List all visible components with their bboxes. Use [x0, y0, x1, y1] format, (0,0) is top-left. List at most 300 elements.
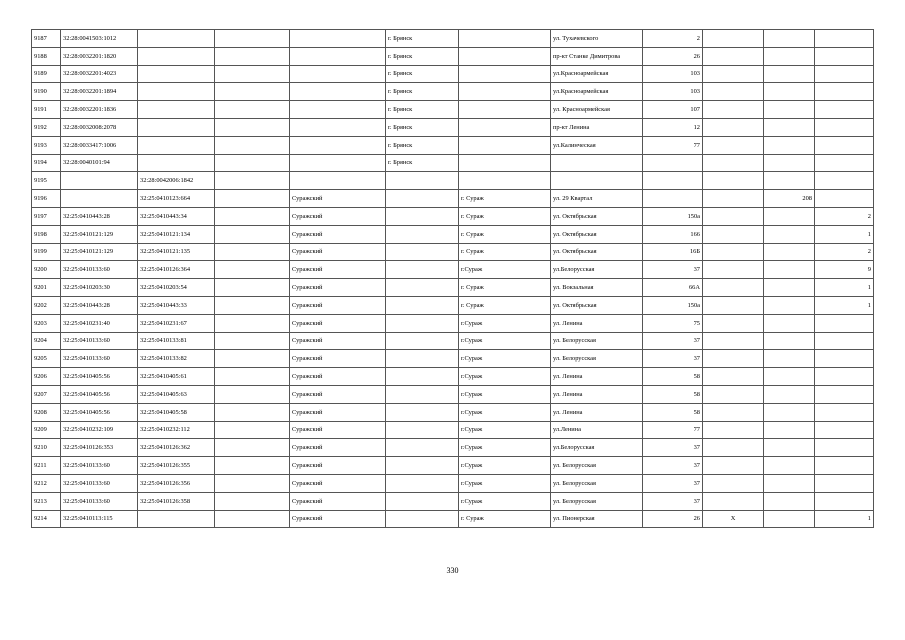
cell-value: [764, 439, 815, 457]
cell-city: [386, 314, 459, 332]
cell-cadastral-2: [138, 47, 215, 65]
cell-street: ул. Пионерская: [551, 510, 643, 528]
cell-value: [764, 225, 815, 243]
cell-value: [764, 510, 815, 528]
cell-house: 12: [643, 118, 703, 136]
cell-number: 9207: [32, 385, 61, 403]
cell-value: [764, 172, 815, 190]
cell-mark: [703, 118, 764, 136]
table-row: [32, 207, 874, 225]
cell-street: ул. Белорусская: [551, 350, 643, 368]
cell-empty: [215, 154, 290, 172]
cell-cadastral-1: 32:28:0032008:2078: [61, 118, 138, 136]
cell-district: [290, 118, 386, 136]
cell-house: [643, 190, 703, 208]
cell-city-2: г.Сураж: [459, 421, 551, 439]
cell-cadastral-2: 32:25:0410443:34: [138, 207, 215, 225]
cell-house: 75: [643, 314, 703, 332]
cell-city: г. Брянск: [386, 83, 459, 101]
cell-city: [386, 190, 459, 208]
cell-empty: [215, 83, 290, 101]
cell-cadastral-1: 32:28:0040101:94: [61, 154, 138, 172]
cell-city: [386, 332, 459, 350]
cell-cadastral-1: 32:25:0410405:56: [61, 403, 138, 421]
cell-street: ул. Белорусская: [551, 492, 643, 510]
cell-value: [764, 83, 815, 101]
cell-cadastral-2: 32:28:0042006:1842: [138, 172, 215, 190]
cell-cadastral-2: [138, 154, 215, 172]
cell-cadastral-1: 32:28:0032201:1820: [61, 47, 138, 65]
table-row: [32, 136, 874, 154]
cell-cadastral-2: [138, 101, 215, 119]
cell-empty: [215, 225, 290, 243]
cell-district: [290, 65, 386, 83]
cell-cadastral-1: 32:25:0410133:60: [61, 457, 138, 475]
cell-house: 103: [643, 65, 703, 83]
cell-district: [290, 172, 386, 190]
cell-cadastral-2: 32:25:0410203:54: [138, 279, 215, 297]
cell-number: 9202: [32, 296, 61, 314]
cell-value: 208: [764, 190, 815, 208]
cell-count: [815, 118, 874, 136]
cell-empty: [215, 279, 290, 297]
cell-city: г. Брянск: [386, 30, 459, 48]
cell-house: 77: [643, 421, 703, 439]
table-row: [32, 279, 874, 297]
cell-city: [386, 368, 459, 386]
cell-number: 9204: [32, 332, 61, 350]
cell-city-2: [459, 101, 551, 119]
cell-mark: [703, 421, 764, 439]
cell-empty: [215, 172, 290, 190]
cell-district: Суражский: [290, 225, 386, 243]
cell-mark: [703, 403, 764, 421]
cell-house: 37: [643, 474, 703, 492]
cell-value: [764, 101, 815, 119]
cell-count: [815, 492, 874, 510]
cell-value: [764, 385, 815, 403]
cell-mark: [703, 207, 764, 225]
table-row: [32, 47, 874, 65]
cell-count: 2: [815, 243, 874, 261]
cell-city-2: г.Сураж: [459, 492, 551, 510]
cell-number: 9196: [32, 190, 61, 208]
cell-street: [551, 154, 643, 172]
cell-count: 2: [815, 207, 874, 225]
cell-empty: [215, 474, 290, 492]
cell-city-2: г. Сураж: [459, 296, 551, 314]
table-row: [32, 385, 874, 403]
cell-cadastral-1: 32:25:0410203:30: [61, 279, 138, 297]
cell-district: Суражский: [290, 332, 386, 350]
cell-empty: [215, 261, 290, 279]
cell-house: 103: [643, 83, 703, 101]
cell-cadastral-1: 32:25:0410133:60: [61, 261, 138, 279]
cell-cadastral-1: 32:25:0410405:56: [61, 385, 138, 403]
cell-house: 37: [643, 261, 703, 279]
cell-street: ул. Ленина: [551, 403, 643, 421]
cell-count: [815, 47, 874, 65]
cell-district: [290, 101, 386, 119]
cell-house: 107: [643, 101, 703, 119]
cell-empty: [215, 101, 290, 119]
cell-empty: [215, 368, 290, 386]
cell-empty: [215, 207, 290, 225]
cell-count: [815, 30, 874, 48]
cell-value: [764, 118, 815, 136]
cell-cadastral-2: [138, 65, 215, 83]
cell-house: 37: [643, 439, 703, 457]
table-row: [32, 83, 874, 101]
cell-city: [386, 350, 459, 368]
cell-value: [764, 154, 815, 172]
cell-cadastral-1: 32:25:0410121:129: [61, 243, 138, 261]
page-number: 330: [446, 566, 459, 575]
cell-house: 150а: [643, 207, 703, 225]
cell-mark: [703, 279, 764, 297]
cell-city: [386, 207, 459, 225]
cell-mark: [703, 350, 764, 368]
cell-city-2: г.Сураж: [459, 332, 551, 350]
cell-cadastral-2: 32:25:0410133:82: [138, 350, 215, 368]
cell-street: ул. Октябрьская: [551, 225, 643, 243]
cell-street: ул. Октябрьская: [551, 243, 643, 261]
cell-cadastral-1: 32:25:0410443:28: [61, 207, 138, 225]
cell-city-2: [459, 154, 551, 172]
table-row: [32, 154, 874, 172]
cell-city: г. Брянск: [386, 65, 459, 83]
cell-street: ул.Ленина: [551, 421, 643, 439]
cell-number: 9190: [32, 83, 61, 101]
cell-cadastral-1: 32:25:0410126:353: [61, 439, 138, 457]
cell-city-2: г.Сураж: [459, 385, 551, 403]
cell-street: ул.Красноармейская: [551, 65, 643, 83]
cell-mark: [703, 154, 764, 172]
cell-city: [386, 172, 459, 190]
cell-cadastral-1: [61, 172, 138, 190]
cell-mark: [703, 65, 764, 83]
cell-cadastral-1: 32:25:0410113:115: [61, 510, 138, 528]
cell-mark: [703, 474, 764, 492]
cell-empty: [215, 403, 290, 421]
cell-empty: [215, 314, 290, 332]
cell-count: [815, 190, 874, 208]
table-row: [32, 296, 874, 314]
cell-count: 1: [815, 510, 874, 528]
cell-house: 66А: [643, 279, 703, 297]
cell-number: 9208: [32, 403, 61, 421]
cell-district: Суражский: [290, 492, 386, 510]
table-row: [32, 30, 874, 48]
cell-empty: [215, 65, 290, 83]
cell-value: [764, 207, 815, 225]
cell-city-2: г.Сураж: [459, 261, 551, 279]
cell-city: [386, 261, 459, 279]
cell-street: ул.Белорусская: [551, 261, 643, 279]
cell-count: [815, 350, 874, 368]
cell-count: [815, 314, 874, 332]
cell-street: ул. Белорусская: [551, 474, 643, 492]
cell-cadastral-1: 32:25:0410133:60: [61, 492, 138, 510]
cell-number: 9203: [32, 314, 61, 332]
cell-number: 9212: [32, 474, 61, 492]
cell-city: г. Брянск: [386, 136, 459, 154]
cell-count: [815, 439, 874, 457]
cell-city-2: г. Сураж: [459, 279, 551, 297]
cell-cadastral-1: 32:28:0032201:4023: [61, 65, 138, 83]
table-row: [32, 492, 874, 510]
cell-street: ул. Ленина: [551, 314, 643, 332]
cell-number: 9210: [32, 439, 61, 457]
cell-cadastral-2: 32:25:0410232:112: [138, 421, 215, 439]
cell-district: Суражский: [290, 368, 386, 386]
cell-number: 9214: [32, 510, 61, 528]
cell-district: [290, 47, 386, 65]
cell-count: [815, 457, 874, 475]
cell-street: пр-кт Ленина: [551, 118, 643, 136]
cell-street: ул. Октябрьская: [551, 207, 643, 225]
cell-mark: [703, 101, 764, 119]
cell-cadastral-2: 32:25:0410405:63: [138, 385, 215, 403]
cell-cadastral-1: 32:25:0410232:109: [61, 421, 138, 439]
cell-city: [386, 385, 459, 403]
cell-house: 37: [643, 350, 703, 368]
cell-mark: [703, 439, 764, 457]
cell-cadastral-2: [138, 136, 215, 154]
cell-city-2: г. Сураж: [459, 225, 551, 243]
table-row: [32, 350, 874, 368]
cell-city-2: г.Сураж: [459, 474, 551, 492]
cell-street: ул. Октябрьская: [551, 296, 643, 314]
cell-city: [386, 296, 459, 314]
table-row: [32, 439, 874, 457]
cell-empty: [215, 385, 290, 403]
cell-city: [386, 279, 459, 297]
cell-mark: [703, 457, 764, 475]
cell-number: 9189: [32, 65, 61, 83]
cell-street: ул. Тухачевского: [551, 30, 643, 48]
cell-empty: [215, 492, 290, 510]
cell-cadastral-2: 32:25:0410405:58: [138, 403, 215, 421]
cell-cadastral-1: 32:25:0410133:60: [61, 350, 138, 368]
cell-cadastral-1: 32:25:0410133:60: [61, 332, 138, 350]
cell-cadastral-2: 32:25:0410121:135: [138, 243, 215, 261]
table-body: [32, 30, 874, 528]
cell-city-2: г. Сураж: [459, 190, 551, 208]
table-row: [32, 118, 874, 136]
cell-city: [386, 492, 459, 510]
cell-district: Суражский: [290, 474, 386, 492]
cell-empty: [215, 296, 290, 314]
cell-house: 77: [643, 136, 703, 154]
cell-count: [815, 154, 874, 172]
cell-street: ул.Красноармейская: [551, 83, 643, 101]
cell-mark: [703, 190, 764, 208]
cell-number: 9187: [32, 30, 61, 48]
cell-city-2: г.Сураж: [459, 439, 551, 457]
cell-empty: [215, 457, 290, 475]
cell-house: 58: [643, 403, 703, 421]
cell-mark: [703, 332, 764, 350]
cell-mark: [703, 368, 764, 386]
table-row: [32, 261, 874, 279]
cell-number: 9211: [32, 457, 61, 475]
cell-city-2: [459, 47, 551, 65]
cell-count: [815, 368, 874, 386]
cell-empty: [215, 510, 290, 528]
cell-count: 9: [815, 261, 874, 279]
cell-district: Суражский: [290, 385, 386, 403]
cell-number: 9192: [32, 118, 61, 136]
cell-street: ул. Белорусская: [551, 457, 643, 475]
cell-number: 9199: [32, 243, 61, 261]
cell-city: г. Брянск: [386, 47, 459, 65]
cell-mark: [703, 30, 764, 48]
cell-value: [764, 368, 815, 386]
cell-house: 16Б: [643, 243, 703, 261]
cell-district: Суражский: [290, 403, 386, 421]
cell-count: [815, 474, 874, 492]
cell-cadastral-1: 32:25:0410231:40: [61, 314, 138, 332]
cell-district: [290, 154, 386, 172]
cell-city: [386, 421, 459, 439]
cell-house: [643, 154, 703, 172]
cell-mark: [703, 225, 764, 243]
cell-city-2: г.Сураж: [459, 314, 551, 332]
cell-value: [764, 47, 815, 65]
cell-district: Суражский: [290, 261, 386, 279]
cell-city: г. Брянск: [386, 101, 459, 119]
registry-table: [31, 29, 874, 528]
table-row: [32, 457, 874, 475]
cell-number: 9191: [32, 101, 61, 119]
cell-cadastral-2: [138, 30, 215, 48]
cell-number: 9200: [32, 261, 61, 279]
cell-value: [764, 30, 815, 48]
cell-city: [386, 510, 459, 528]
cell-empty: [215, 47, 290, 65]
cell-cadastral-2: 32:25:0410126:362: [138, 439, 215, 457]
cell-mark: [703, 243, 764, 261]
cell-mark: Х: [703, 510, 764, 528]
cell-number: 9188: [32, 47, 61, 65]
cell-empty: [215, 350, 290, 368]
cell-house: 37: [643, 492, 703, 510]
cell-district: Суражский: [290, 350, 386, 368]
cell-city-2: г. Сураж: [459, 510, 551, 528]
cell-street: [551, 172, 643, 190]
cell-city-2: [459, 65, 551, 83]
table-row: [32, 243, 874, 261]
cell-number: 9206: [32, 368, 61, 386]
cell-city-2: г.Сураж: [459, 350, 551, 368]
cell-count: [815, 65, 874, 83]
cell-count: [815, 83, 874, 101]
cell-number: 9197: [32, 207, 61, 225]
cell-number: 9194: [32, 154, 61, 172]
cell-value: [764, 474, 815, 492]
cell-value: [764, 243, 815, 261]
cell-empty: [215, 190, 290, 208]
table-row: [32, 225, 874, 243]
cell-cadastral-2: 32:25:0410133:81: [138, 332, 215, 350]
cell-city-2: г. Сураж: [459, 207, 551, 225]
table-row: [32, 314, 874, 332]
cell-value: [764, 279, 815, 297]
cell-district: Суражский: [290, 207, 386, 225]
cell-cadastral-2: [138, 83, 215, 101]
cell-cadastral-2: 32:25:0410121:134: [138, 225, 215, 243]
cell-count: [815, 136, 874, 154]
cell-cadastral-1: 32:25:0410405:56: [61, 368, 138, 386]
table-row: [32, 368, 874, 386]
cell-district: Суражский: [290, 439, 386, 457]
cell-cadastral-1: 32:28:0032201:1836: [61, 101, 138, 119]
cell-count: 1: [815, 296, 874, 314]
cell-city-2: [459, 118, 551, 136]
cell-city-2: [459, 30, 551, 48]
cell-city: [386, 474, 459, 492]
cell-district: Суражский: [290, 296, 386, 314]
cell-cadastral-1: 32:28:0041503:1012: [61, 30, 138, 48]
cell-house: 26: [643, 510, 703, 528]
cell-street: ул. 29 Квартал: [551, 190, 643, 208]
cell-city: [386, 243, 459, 261]
cell-street: ул. Белорусская: [551, 332, 643, 350]
cell-number: 9193: [32, 136, 61, 154]
cell-mark: [703, 296, 764, 314]
cell-value: [764, 492, 815, 510]
cell-count: [815, 332, 874, 350]
cell-empty: [215, 421, 290, 439]
cell-cadastral-2: 32:25:0410123:664: [138, 190, 215, 208]
cell-city-2: [459, 83, 551, 101]
cell-cadastral-2: 32:25:0410126:356: [138, 474, 215, 492]
table-row: [32, 421, 874, 439]
cell-count: [815, 421, 874, 439]
cell-cadastral-2: 32:25:0410126:355: [138, 457, 215, 475]
table-row: [32, 172, 874, 190]
cell-mark: [703, 83, 764, 101]
cell-cadastral-2: 32:25:0410405:61: [138, 368, 215, 386]
cell-city: [386, 439, 459, 457]
cell-value: [764, 403, 815, 421]
cell-city: [386, 225, 459, 243]
cell-cadastral-2: 32:25:0410443:33: [138, 296, 215, 314]
cell-street: пр-кт Станке Димитрова: [551, 47, 643, 65]
cell-cadastral-2: [138, 118, 215, 136]
cell-mark: [703, 492, 764, 510]
cell-house: [643, 172, 703, 190]
cell-house: 2: [643, 30, 703, 48]
table-row: [32, 65, 874, 83]
cell-value: [764, 65, 815, 83]
cell-value: [764, 136, 815, 154]
cell-district: Суражский: [290, 279, 386, 297]
cell-value: [764, 350, 815, 368]
table-row: [32, 510, 874, 528]
cell-count: [815, 385, 874, 403]
cell-value: [764, 296, 815, 314]
table-row: [32, 474, 874, 492]
cell-city: [386, 403, 459, 421]
cell-cadastral-1: 32:25:0410443:28: [61, 296, 138, 314]
cell-empty: [215, 332, 290, 350]
cell-street: ул. Ленина: [551, 385, 643, 403]
cell-district: Суражский: [290, 243, 386, 261]
cell-cadastral-2: 32:25:0410126:364: [138, 261, 215, 279]
cell-cadastral-1: 32:25:0410121:129: [61, 225, 138, 243]
